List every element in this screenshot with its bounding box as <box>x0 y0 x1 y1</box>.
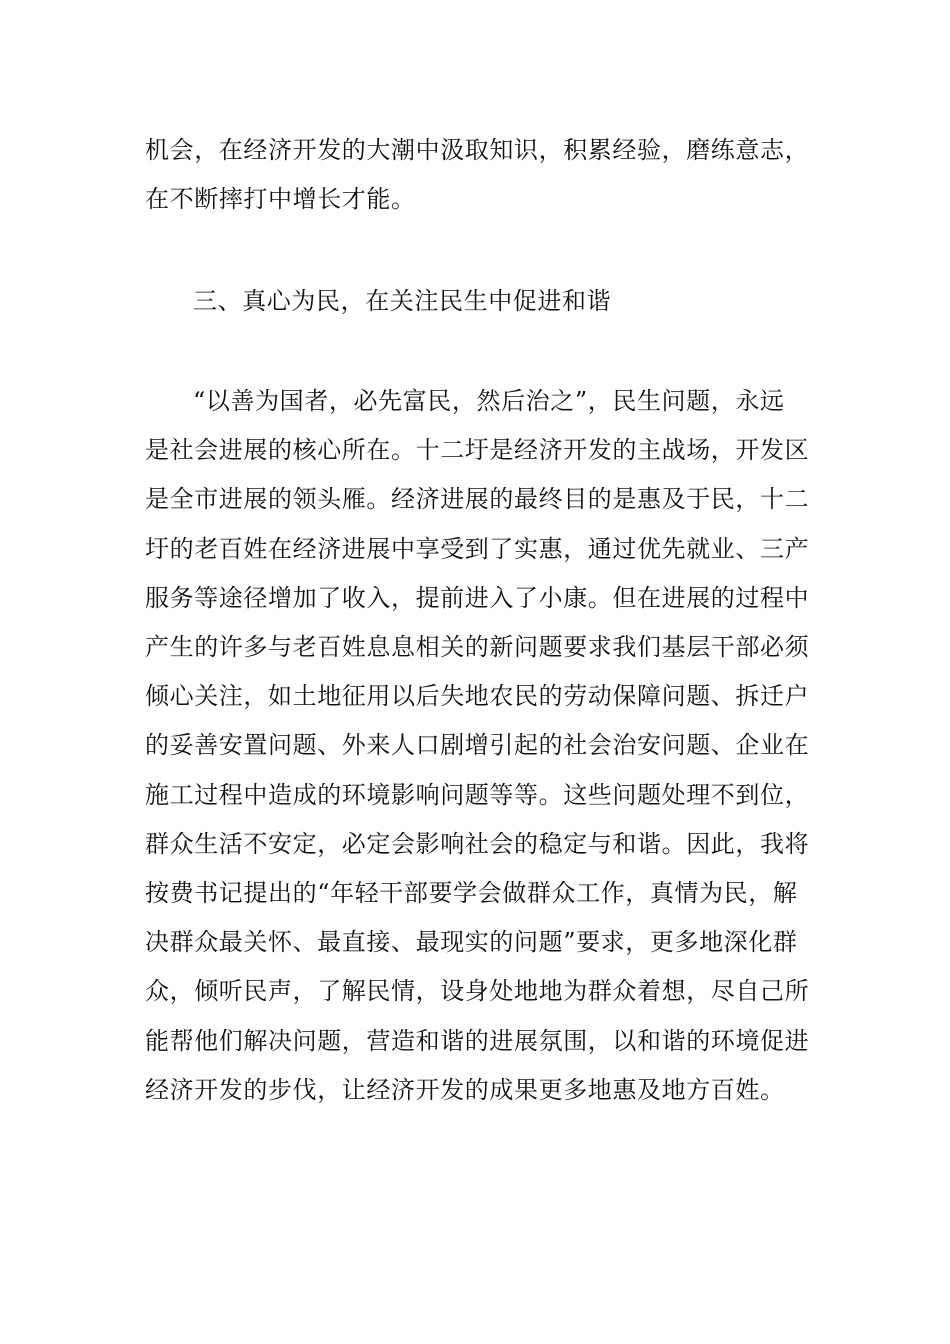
section-heading-text: 三、真心为民，在关注民生中促进和谐 <box>193 287 612 315</box>
text-line: “以善为国者，必先富民，然后治之”，民生问题，永远 <box>193 387 785 415</box>
text-line: 按费书记提出的“年轻干部要学会做群众工作，真情为民，解 <box>145 879 798 908</box>
text-line: 服务等途径增加了收入，提前进入了小康。但在进展的过程中 <box>145 583 810 612</box>
text-line: 群众生活不安定，必定会影响社会的稳定与和谐。因此，我将 <box>145 829 810 858</box>
text-line: 在不断摔打中增长才能。 <box>145 185 416 214</box>
section-heading <box>145 277 805 326</box>
text-line: 决群众最关怀、最直接、最现实的问题”要求，更多地深化群 <box>145 928 798 957</box>
text-line: 众，倾听民声，了解民情，设身处地地为群众着想，尽自己所 <box>145 977 810 1006</box>
paragraph-body <box>145 377 810 1115</box>
text-line: 机会，在经济开发的大潮中汲取知识，积累经验，磨练意志， <box>145 136 810 164</box>
text-line: 圩的老百姓在经济进展中享受到了实惠，通过优先就业、三产 <box>145 534 810 563</box>
text-line: 是全市进展的领头雁。经济进展的最终目的是惠及于民，十二 <box>145 485 810 514</box>
text-line: 施工过程中造成的环境影响问题等等。这些问题处理不到位， <box>145 780 810 809</box>
text-line: 产生的许多与老百姓息息相关的新问题要求我们基层干部必须 <box>145 633 810 662</box>
text-line: 倾心关注，如土地征用以后失地农民的劳动保障问题、拆迁户 <box>145 682 810 711</box>
text-line: 能帮他们解决问题，营造和谐的进展氛围，以和谐的环境促进 <box>145 1026 810 1055</box>
text-line: 是社会进展的核心所在。十二圩是经济开发的主战场，开发区 <box>145 436 810 465</box>
text-line: 经济开发的步伐，让经济开发的成果更多地惠及地方百姓。 <box>145 1075 785 1104</box>
paragraph-continuation <box>145 126 810 224</box>
text-line: 的妥善安置问题、外来人口剧增引起的社会治安问题、企业在 <box>145 731 810 760</box>
